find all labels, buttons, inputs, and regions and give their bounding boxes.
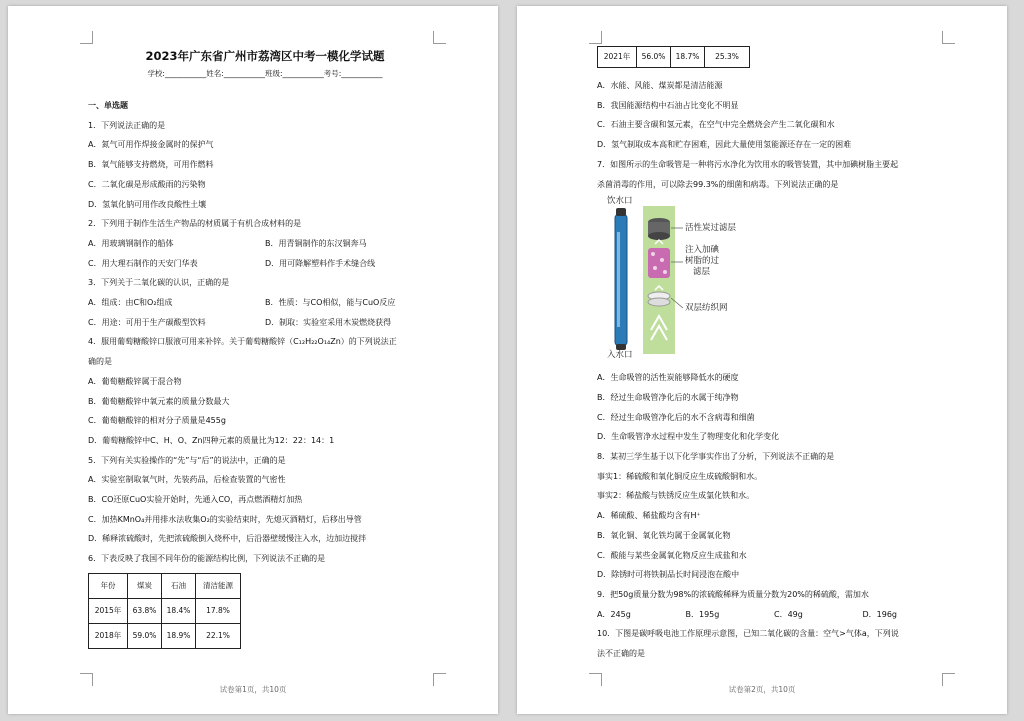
answer-option: C．酸能与某些金属氧化物反应生成盐和水 xyxy=(597,550,747,560)
exam-title: 2023年广东省广州市荔湾区中考一模化学试题 xyxy=(145,49,385,63)
table-header-cell: 年份 xyxy=(89,573,128,598)
resin-layer-label-3: 滤层 xyxy=(693,267,711,278)
table-header-cell: 清洁能源 xyxy=(196,573,241,598)
answer-option: D．葡萄糖酸锌中C、H、O、Zn四种元素的质量比为12：22：14：1 xyxy=(88,435,335,445)
carbon-layer-label: 活性炭过滤层 xyxy=(685,223,737,234)
question-line: 5．下列有关实验操作的“先”与“后”的说法中，正确的是 xyxy=(88,455,286,465)
crop-mark xyxy=(589,31,602,44)
answer-options-row xyxy=(88,313,442,333)
answer-option: D．用可降解塑料作手术缝合线 xyxy=(265,258,376,268)
answer-option: C．用途：可用于生产碳酸型饮料 xyxy=(88,317,206,327)
answer-option: D．制取：实验室采用木炭燃烧获得 xyxy=(265,317,392,327)
answer-option: B．氧化铜、氧化铁均属于金属氧化物 xyxy=(597,530,731,540)
mesh-layer-label: 双层纺织网 xyxy=(685,303,728,314)
question-line: 事实1：稀硫酸和氧化铜反应生成硫酸铜和水。 xyxy=(597,471,763,481)
question-line: 7．如图所示的生命吸管是一种将污水净化为饮用水的吸管装置，其中加碘树脂主要起 xyxy=(597,159,899,169)
answer-option: D．稀释浓硫酸时，先把浓硫酸倒入烧杯中，后沿器壁缓慢注入水，边加边搅拌 xyxy=(88,534,367,544)
table-cell: 59.0% xyxy=(128,623,162,648)
resin-layer-label-2: 树脂的过 xyxy=(685,256,720,267)
energy-structure-table xyxy=(88,573,241,649)
answer-option: A．水能、风能、煤炭都是清洁能源 xyxy=(597,81,723,90)
table-cell: 2018年 xyxy=(89,623,128,648)
answer-option: D．196g xyxy=(862,609,898,619)
question-line: 3．下列关于二氧化碳的认识，正确的是 xyxy=(88,278,230,288)
table-cell: 25.3% xyxy=(705,47,750,68)
table-cell: 18.9% xyxy=(162,623,196,648)
document-page-1 xyxy=(8,6,498,714)
answer-option: A．实验室制取氧气时，先装药品，后检查装置的气密性 xyxy=(88,475,286,485)
question-line: 确的是 xyxy=(88,357,112,367)
table-cell: 18.4% xyxy=(162,598,196,623)
page-2-content xyxy=(597,46,951,664)
table-cell: 56.0% xyxy=(637,47,671,68)
crop-mark xyxy=(433,31,446,44)
table-cell: 63.8% xyxy=(128,598,162,623)
answer-option: C．加热KMnO₄并用排水法收集O₂的实验结束时，先熄灭酒精灯，后移出导管 xyxy=(88,514,362,524)
page-footer: 试卷第1页，共10页 xyxy=(219,685,287,694)
straw-bottom-label: 入水口 xyxy=(607,350,633,361)
question-line: 法不正确的是 xyxy=(597,649,645,659)
table-header-cell: 煤炭 xyxy=(128,573,162,598)
answer-option: C．葡萄糖酸锌的相对分子质量是455g xyxy=(88,416,226,426)
table-cell: 18.7% xyxy=(671,47,705,68)
student-info-line: 学校:___________姓名:___________班级:___________考号:___________ xyxy=(147,69,383,78)
question-line: 10．下图是碳呼吸电池工作原理示意图，已知二氧化碳的含量：空气>气体a，下列说 xyxy=(597,629,899,639)
question-line: 9．把50g质量分数为98%的浓硫酸稀释为质量分数为20%的稀硫酸，需加水 xyxy=(597,589,869,599)
table-header-cell: 石油 xyxy=(162,573,196,598)
table-cell: 22.1% xyxy=(196,623,241,648)
answer-option: B．经过生命吸管净化后的水属于纯净物 xyxy=(597,392,739,402)
answer-option: A．用玻璃钢制作的船体 xyxy=(88,238,174,248)
answer-option: C．49g xyxy=(774,609,803,619)
table-row xyxy=(89,598,241,623)
straw-top-label: 饮水口 xyxy=(607,196,633,207)
section-heading: 一、单选题 xyxy=(88,101,128,110)
crop-mark xyxy=(80,31,93,44)
table-row xyxy=(598,47,750,68)
document-page-2 xyxy=(517,6,1007,714)
answer-option: B．氧气能够支持燃烧，可用作燃料 xyxy=(88,160,214,170)
table-header-row xyxy=(89,573,241,598)
answer-option: C．石油主要含碳和氢元素，在空气中完全燃烧会产生二氧化碳和水 xyxy=(597,120,835,130)
answer-option: A．生命吸管的活性炭能够降低水的硬度 xyxy=(597,373,739,383)
answer-option: A．组成：由C和O₂组成 xyxy=(88,298,173,308)
question-line: 8．某初三学生基于以下化学事实作出了分析，下列说法不正确的是 xyxy=(597,452,835,462)
question-line: 6．下表反映了我国不同年份的能源结构比例，下列说法不正确的是 xyxy=(88,554,326,564)
answer-option: A．葡萄糖酸锌属于混合物 xyxy=(88,376,182,386)
answer-option: C．经过生命吸管净化后的水不含病毒和细菌 xyxy=(597,412,755,422)
answer-option: C．用大理石制作的天安门华表 xyxy=(88,258,198,268)
resin-layer-label-1: 注入加碘 xyxy=(685,245,720,256)
answer-options-row xyxy=(597,605,951,625)
question-line: 杀菌消毒的作用，可以除去99.3%的细菌和病毒。下列说法正确的是 xyxy=(597,179,839,189)
life-straw-figure xyxy=(607,198,787,362)
answer-options-row xyxy=(88,293,442,313)
answer-option: A．稀硫酸、稀盐酸均含有H⁺ xyxy=(597,511,701,521)
table-row xyxy=(89,623,241,648)
answer-option: B．CO还原CuO实验开始时，先通入CO，再点燃酒精灯加热 xyxy=(88,495,303,505)
question-line: 2．下列用于制作生活生产物品的材质属于有机合成材料的是 xyxy=(88,219,302,229)
table-cell: 2015年 xyxy=(89,598,128,623)
answer-option: B．195g xyxy=(685,609,720,619)
answer-option: B．葡萄糖酸锌中氧元素的质量分数最大 xyxy=(88,396,230,406)
answer-option: D．除锈时可将铁制品长时间浸泡在酸中 xyxy=(597,570,740,580)
table-cell: 17.8% xyxy=(196,598,241,623)
question-line: 事实2：稀盐酸与铁锈反应生成氯化铁和水。 xyxy=(597,491,755,501)
crop-mark xyxy=(942,31,955,44)
answer-option: D．氢氧化钠可用作改良酸性土壤 xyxy=(88,199,207,209)
page-1-content xyxy=(88,48,442,649)
energy-structure-table-continued xyxy=(597,46,750,68)
page-footer: 试卷第2页，共10页 xyxy=(728,685,796,694)
answer-option: B．用青铜制作的东汉铜奔马 xyxy=(265,238,367,248)
answer-option: C．二氧化碳是形成酸雨的污染物 xyxy=(88,179,206,189)
answer-options-row xyxy=(88,234,442,254)
table-cell: 2021年 xyxy=(598,47,637,68)
answer-option: B．我国能源结构中石油占比变化不明显 xyxy=(597,100,739,110)
answer-option: A．245g xyxy=(597,609,631,619)
answer-option: B．性质：与CO相似，能与CuO反应 xyxy=(265,298,396,308)
question-line: 1．下列说法正确的是 xyxy=(88,120,166,130)
answer-option: A．氮气可用作焊接金属时的保护气 xyxy=(88,140,214,150)
answer-options-row xyxy=(88,254,442,274)
answer-option: D．氢气制取成本高和贮存困难，因此大量使用氢能源还存在一定的困难 xyxy=(597,140,852,150)
question-line: 4．服用葡萄糖酸锌口服液可用来补锌。关于葡萄糖酸锌（C₁₂H₂₂O₁₄Zn）的下列说法正 xyxy=(88,337,397,347)
answer-option: D．生命吸管净水过程中发生了物理变化和化学变化 xyxy=(597,432,780,442)
